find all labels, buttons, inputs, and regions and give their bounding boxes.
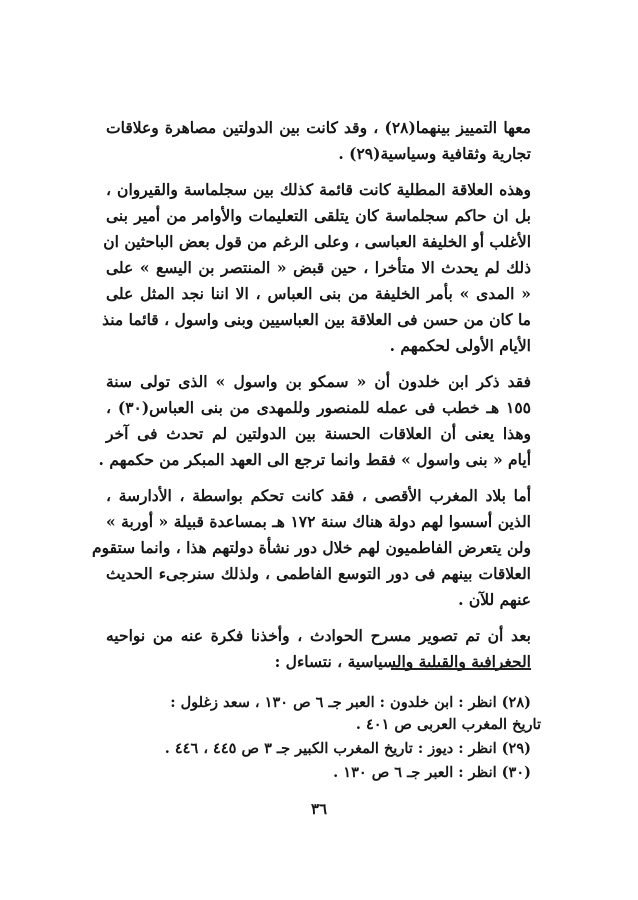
body-text-line: العلاقات بينهم فى دور التوسع الفاطمى ، ولذلك سنرجىء الحديث	[106, 564, 531, 583]
body-text-line: تجارية وثقافية وسياسية(٢٩) .	[338, 144, 531, 163]
body-text-line: ما كان من حسن فى العلاقة بين العباسيين وبنى واسول ، قائما منذ	[102, 310, 531, 329]
body-text-line: ١٥٥ هـ خطب فى عمله للمنصور وللمهدى من بنى العباس(٣٠) ،	[106, 398, 531, 417]
body-text-line: الأيام الأولى لحكمهم .	[389, 336, 531, 355]
body-text-line: وهذا يعنى أن العلاقات الحسنة بين الدولتين لم تحدث فى آخر	[106, 424, 531, 443]
footnote-line: تاريخ المغرب العربى ص ٤٠١ .	[355, 716, 541, 733]
body-text-line: ذلك لم يحدث الا متأخرا ، حين قبض « المنتصر بن اليسع » على	[106, 258, 531, 277]
body-text-line: ولن يتعرض الفاطميون لهم خلال دور نشأة دولتهم هذا ، وانما ستقوم	[92, 538, 531, 557]
body-text-line: وهذه العلاقة المطلية كانت قائمة كذلك بين سجلماسة والقيروان ،	[106, 180, 531, 199]
footnote-line: (٢٨) انظر : ابن خلدون : العبر جـ ٦ ص ١٣٠ ، سعد زغلول :	[170, 694, 531, 711]
body-text-line: أيام « بنى واسول » فقط وانما ترجع الى العهد المبكر من حكمهم .	[98, 450, 531, 469]
body-text-line: فقد ذكر ابن خلدون أن « سمكو بن واسول » الذى تولى سنة	[106, 372, 531, 391]
footnote-line: (٢٩) انظر : ديوز : تاريخ المغرب الكبير جـ ٣ ص ٤٤٥ ، ٤٤٦ .	[164, 740, 531, 757]
body-text-line: معها التمييز بينهما(٢٨) ، وقد كانت بين الدولتين مصاهرة وعلاقات	[106, 118, 531, 137]
page-number: ٣٦	[310, 800, 328, 818]
body-text-line: بل ان حاكم سجلماسة كان يتلقى التعليمات والأوامر من أمير بنى	[106, 206, 531, 225]
body-text-line: « المدى » بأمر الخليفة من بنى العباس ، الا اننا نجد المثل على	[106, 284, 531, 303]
body-text-line: عنهم للآن .	[458, 590, 531, 609]
body-text-line: الجغرافية والقبلية والسياسية ، نتساءل :	[274, 652, 531, 671]
body-text-line: بعد أن تم تصوير مسرح الحوادث ، وأخذنا فكرة عنه من نواحيه	[106, 626, 531, 645]
footnote-line: (٣٠) انظر : العبر جـ ٦ ص ١٣٠ .	[333, 764, 531, 781]
body-text-line: أما بلاد المغرب الأقصى ، فقد كانت تحكم بواسطة ، الأدارسة ،	[106, 486, 531, 505]
footnote-separator	[391, 668, 531, 670]
body-text-line: الذين أسسوا لهم دولة هناك سنة ١٧٢ هـ بمساعدة قبيلة « أوربة »	[106, 512, 531, 531]
body-text-line: الأغلب أو الخليفة العباسى ، وعلى الرغم من قول بعض الباحثين ان	[103, 232, 531, 251]
